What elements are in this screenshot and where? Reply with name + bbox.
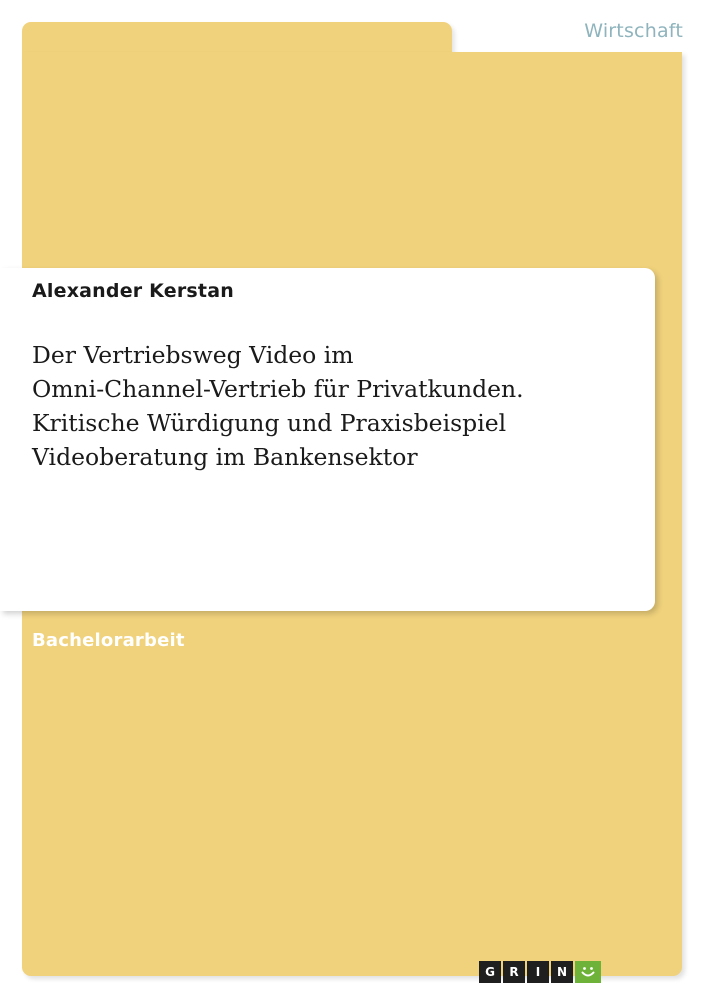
- book-title: [32, 338, 642, 474]
- logo-letter: G: [479, 961, 501, 983]
- category-label: Wirtschaft: [584, 20, 683, 42]
- grin-logo: [479, 961, 601, 983]
- smiley-icon: [575, 961, 601, 983]
- logo-letter: R: [503, 961, 525, 983]
- title-line: Kritische Würdigung und Praxisbeispiel: [32, 409, 507, 437]
- title-line: Der Vertriebsweg Video im: [32, 341, 354, 369]
- title-line: Videoberatung im Bankensektor: [32, 443, 418, 471]
- author-name: Alexander Kerstan: [32, 280, 234, 302]
- document-type: Bachelorarbeit: [32, 630, 185, 651]
- title-line: Omni-Channel-Vertrieb für Privatkunden.: [32, 375, 524, 403]
- logo-letter: I: [527, 961, 549, 983]
- logo-letter: N: [551, 961, 573, 983]
